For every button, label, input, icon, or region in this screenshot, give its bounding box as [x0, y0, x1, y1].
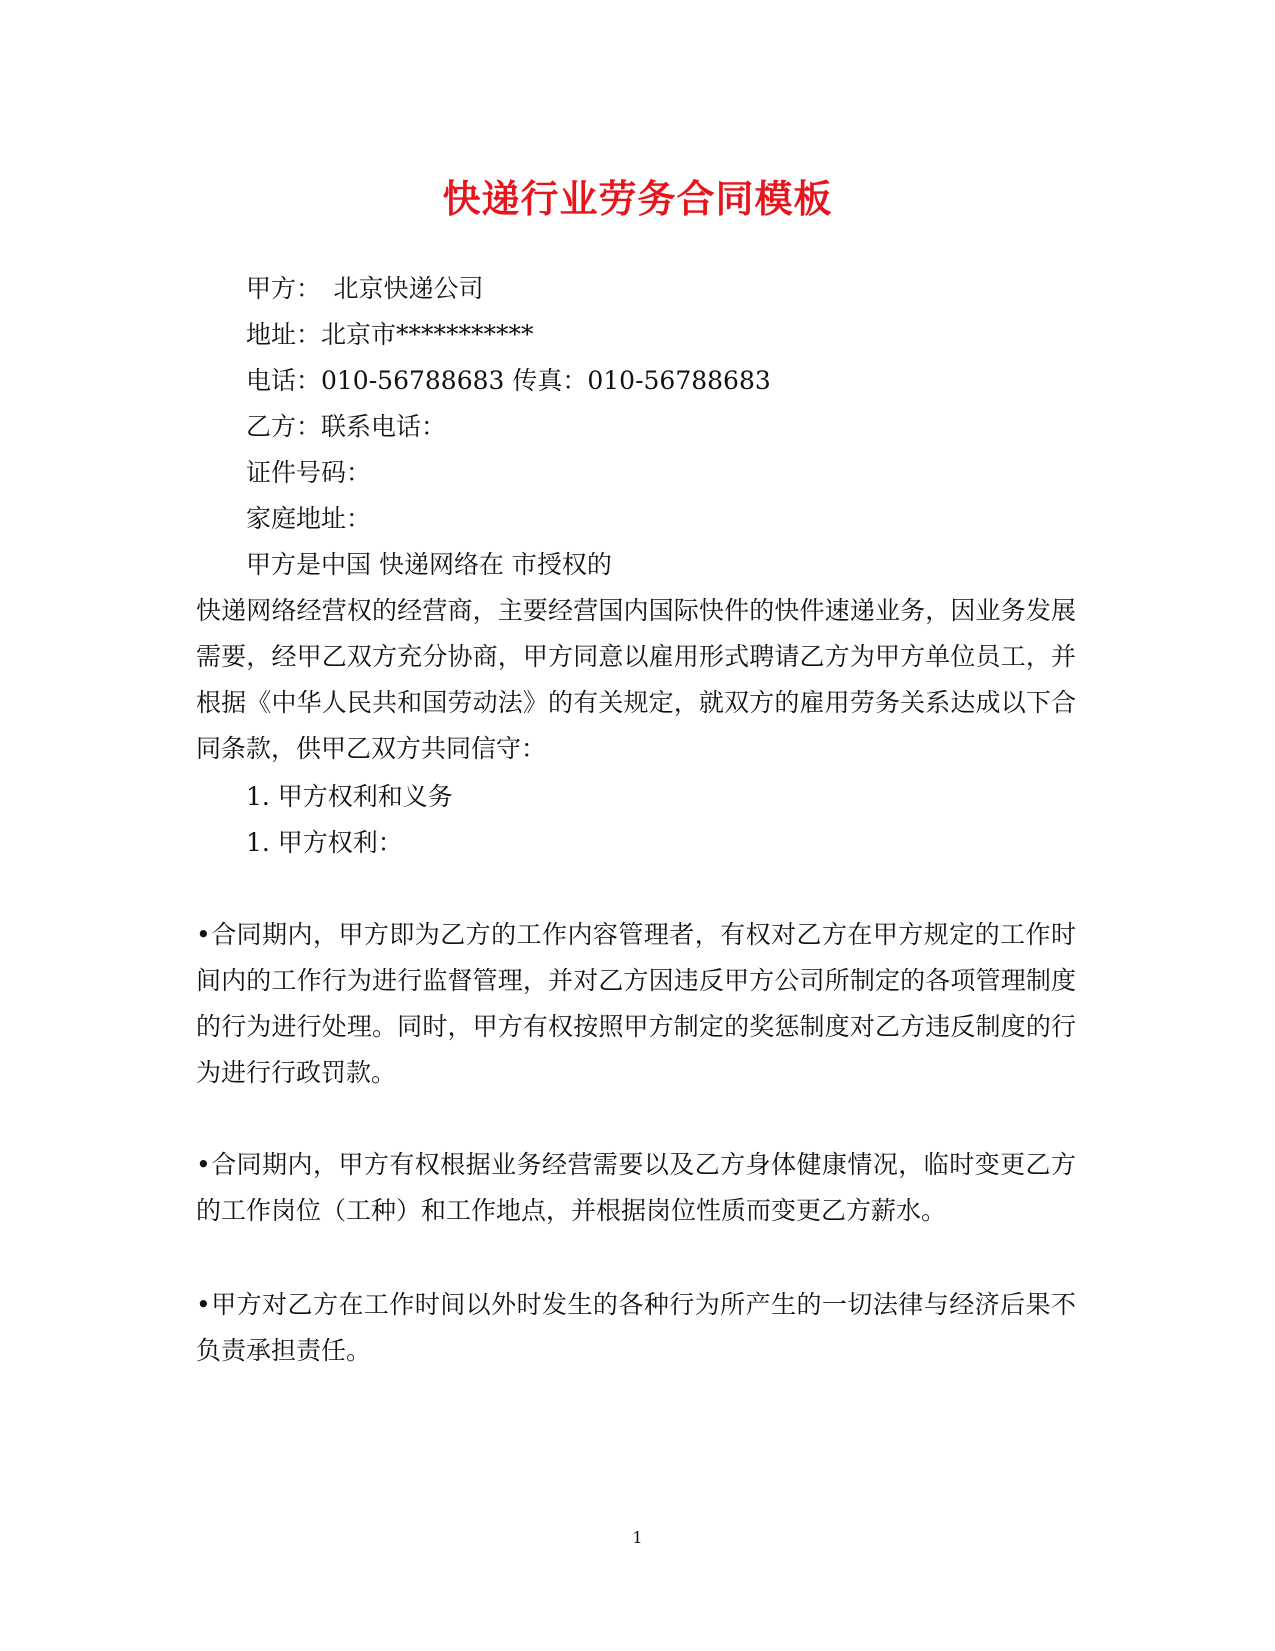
id-number-line: 证件号码： [246, 458, 372, 487]
section-heading: 1. 甲方权利和义务 [246, 782, 453, 811]
intro-paragraph: 快递网络经营权的经营商，主要经营国内国际快件的快件速递业务，因业务发展需要，经甲乙双方充分协商，甲方同意以雇用形式聘请乙方为甲方单位员工，并根据《中华人民共和国劳动法》的有关规定，就双方的雇用劳务关系达成以下合同条款，供甲乙双方共同信守： [196, 596, 1076, 763]
document-title: 快递行业劳务合同模板 [442, 176, 833, 221]
party-a-line: 甲方： 北京快递公司 [246, 274, 484, 303]
bullet-paragraph: •合同期内，甲方有权根据业务经营需要以及乙方身体健康情况，临时变更乙方的工作岗位（工种）和工作地点，并根据岗位性质而变更乙方薪水。 [196, 1150, 1076, 1225]
party-b-line: 乙方：联系电话： [246, 412, 447, 441]
intro-first-line: 甲方是中国 快递网络在 市授权的 [246, 550, 612, 579]
home-address-line: 家庭地址： [246, 504, 372, 533]
page-number: 1 [632, 1528, 643, 1547]
bullet-paragraph: •合同期内，甲方即为乙方的工作内容管理者，有权对乙方在甲方规定的工作时间内的工作行为进行监督管理，并对乙方因违反甲方公司所制定的各项管理制度的行为进行处理。同时，甲方有权按照甲方制定的奖惩制度对乙方违反制度的行为进行行政罚款。 [196, 920, 1076, 1087]
address-line: 地址：北京市*********** [246, 320, 534, 349]
bullet-paragraph: •甲方对乙方在工作时间以外时发生的各种行为所产生的一切法律与经济后果不负责承担责任。 [196, 1290, 1076, 1365]
phone-fax-line: 电话：010-56788683 传真：010-56788683 [246, 366, 771, 395]
subsection-heading: 1. 甲方权利： [246, 828, 403, 857]
